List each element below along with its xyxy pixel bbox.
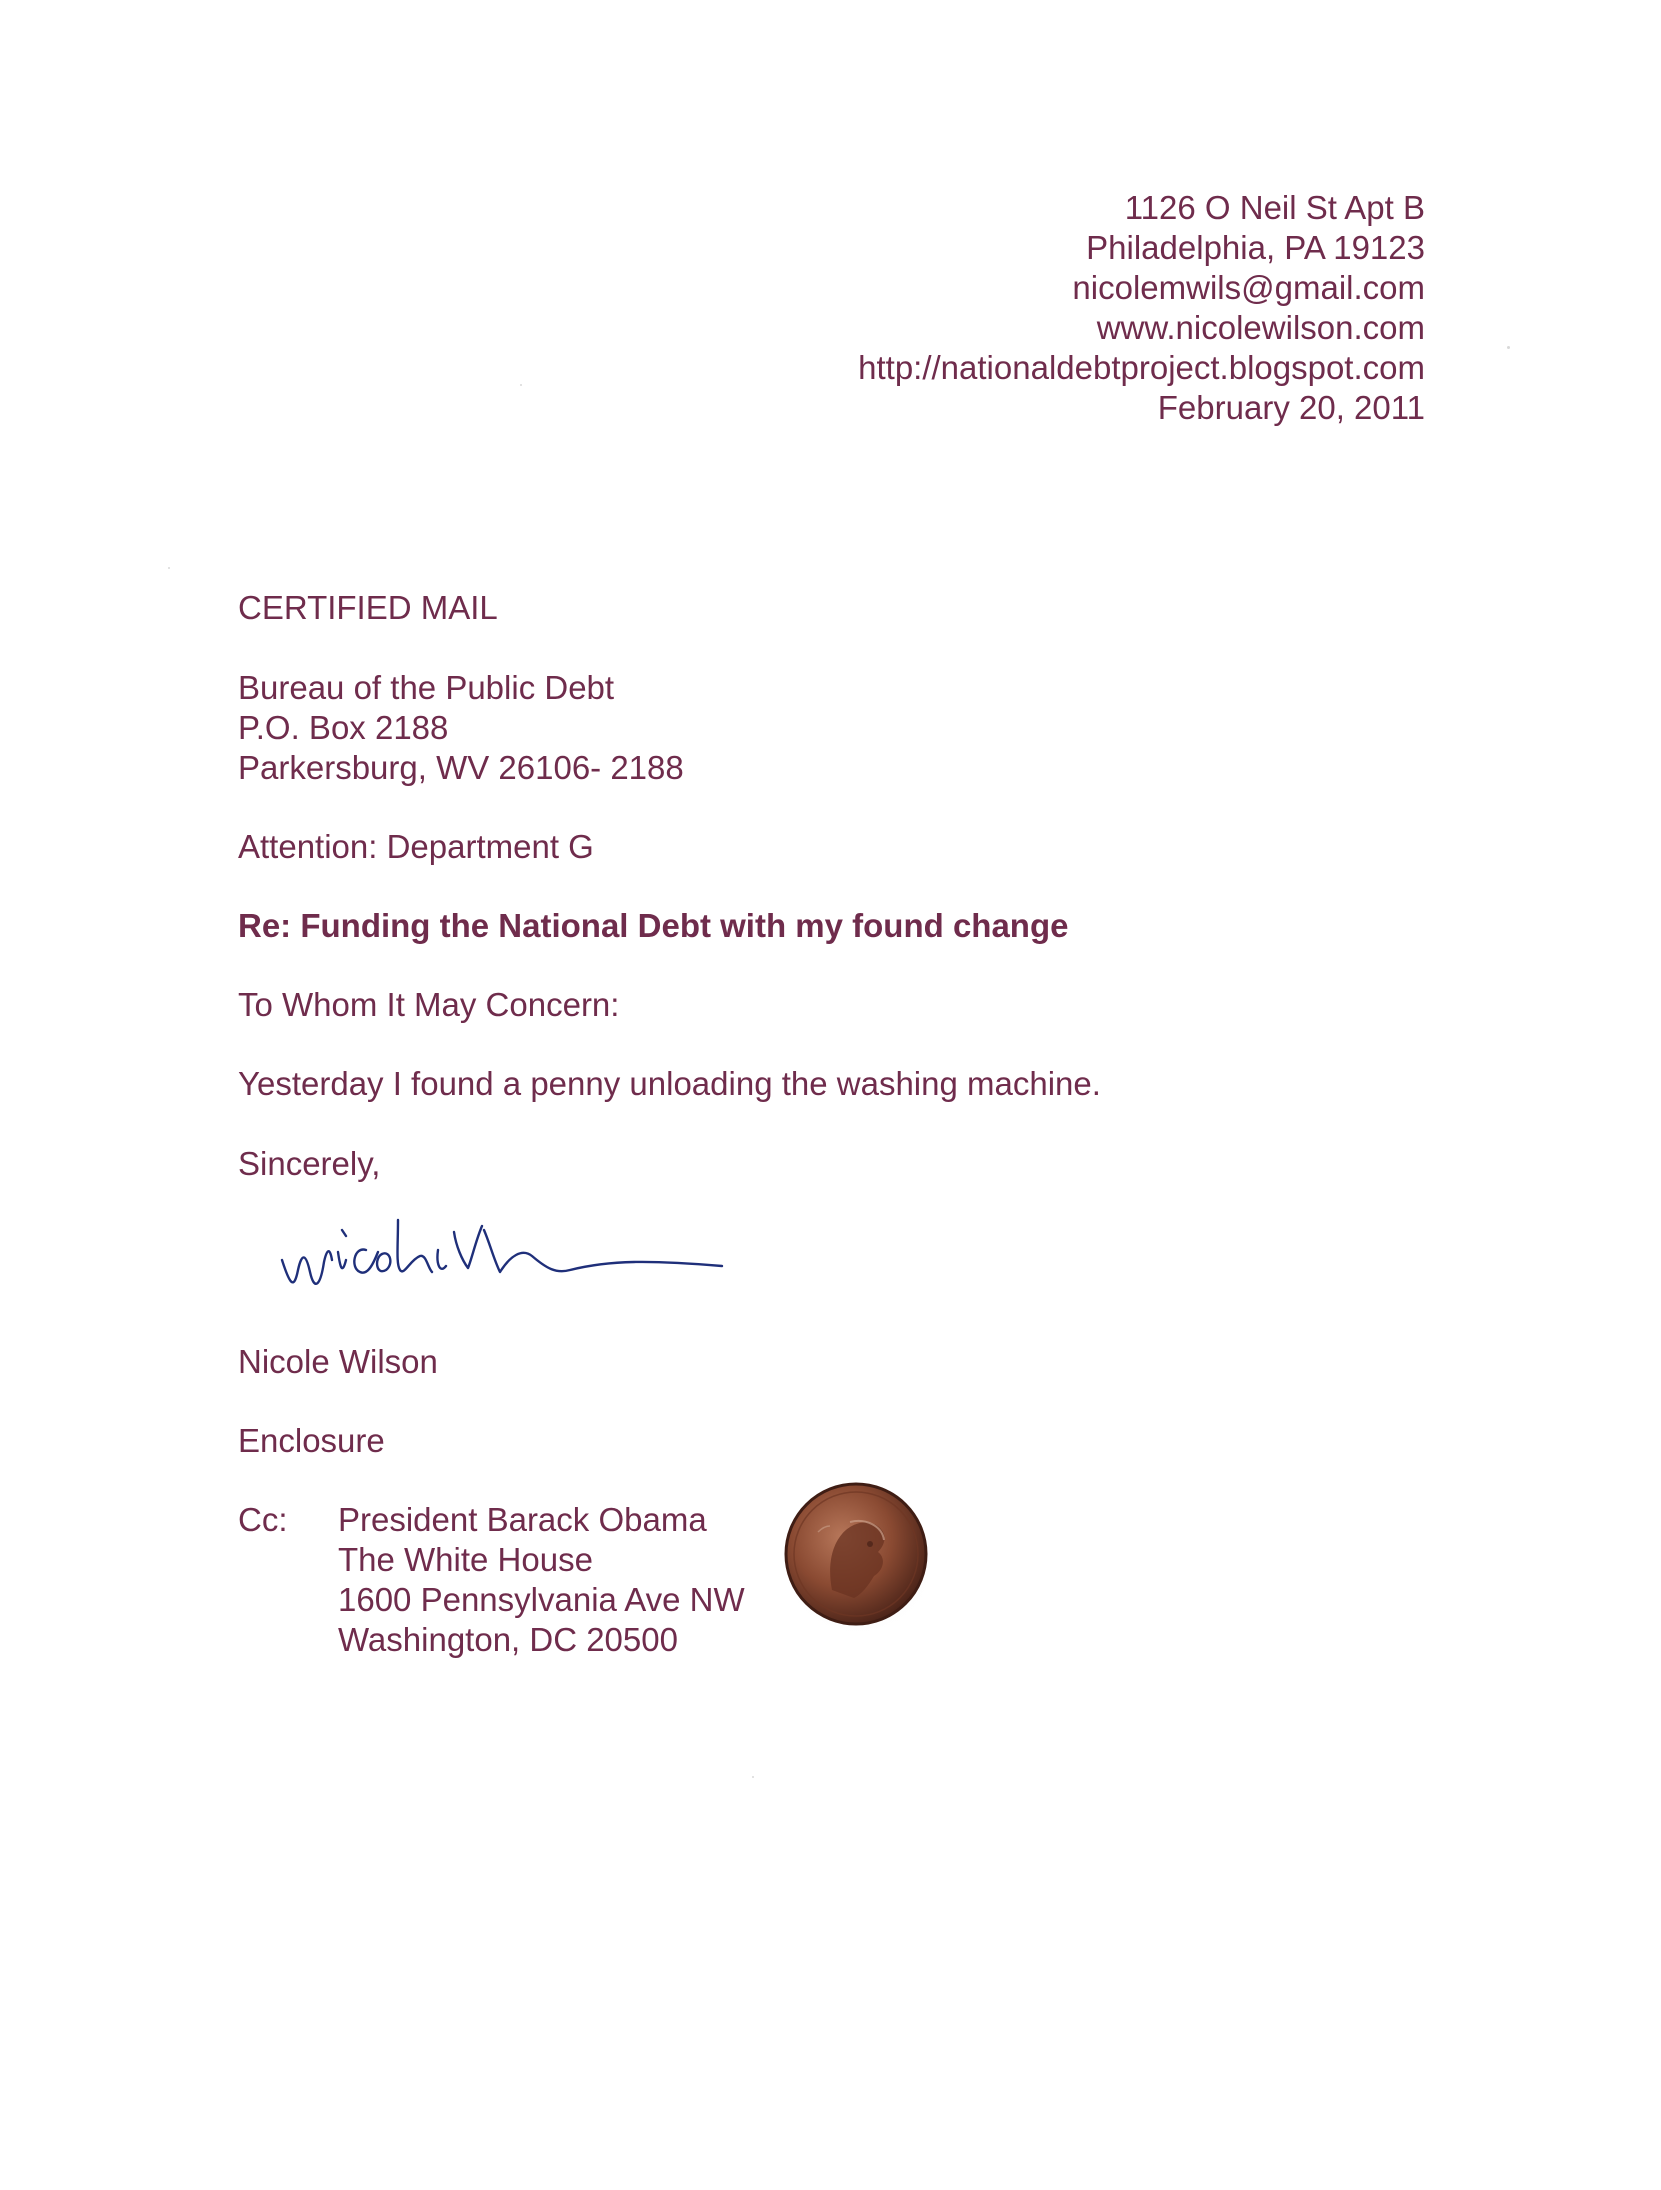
- handwritten-signature: [270, 1190, 750, 1319]
- penny-image: [770, 1462, 940, 1651]
- scan-speck: [1507, 346, 1510, 349]
- recipient-address-block: [238, 668, 684, 788]
- signature-icon: [270, 1190, 750, 1310]
- salutation: To Whom It May Concern:: [238, 986, 620, 1023]
- recipient-box: P.O. Box 2188: [238, 709, 449, 746]
- scan-speck: [520, 384, 522, 386]
- sender-street: 1126 O Neil St Apt B: [1124, 189, 1425, 226]
- sender-address-block: [858, 188, 1425, 428]
- sender-blog: http://nationaldebtproject.blogspot.com: [858, 349, 1425, 386]
- cc-label: Cc:: [238, 1501, 288, 1538]
- certified-mail-label: CERTIFIED MAIL: [238, 589, 498, 626]
- cc-address-block: [338, 1500, 745, 1660]
- sender-email: nicolemwils@gmail.com: [1072, 269, 1425, 306]
- cc-line: The White House: [338, 1541, 593, 1578]
- sender-city: Philadelphia, PA 19123: [1086, 229, 1425, 266]
- signer-name: Nicole Wilson: [238, 1343, 438, 1380]
- cc-line: President Barack Obama: [338, 1501, 707, 1538]
- recipient-name: Bureau of the Public Debt: [238, 669, 615, 706]
- letter-body: Yesterday I found a penny unloading the washing machine.: [238, 1065, 1101, 1102]
- cc-line: Washington, DC 20500: [338, 1621, 678, 1658]
- enclosure-label: Enclosure: [238, 1422, 385, 1459]
- closing: Sincerely,: [238, 1145, 381, 1182]
- cc-line: 1600 Pennsylvania Ave NW: [338, 1581, 745, 1618]
- sender-website: www.nicolewilson.com: [1096, 309, 1425, 346]
- letter-date: February 20, 2011: [1157, 389, 1425, 426]
- subject-line: Re: Funding the National Debt with my found change: [238, 907, 1069, 944]
- recipient-city: Parkersburg, WV 26106- 2188: [238, 749, 684, 786]
- scan-speck: [168, 567, 170, 569]
- penny-coin-icon: [770, 1462, 940, 1642]
- scan-speck: [752, 1776, 754, 1778]
- attention-line: Attention: Department G: [238, 828, 594, 865]
